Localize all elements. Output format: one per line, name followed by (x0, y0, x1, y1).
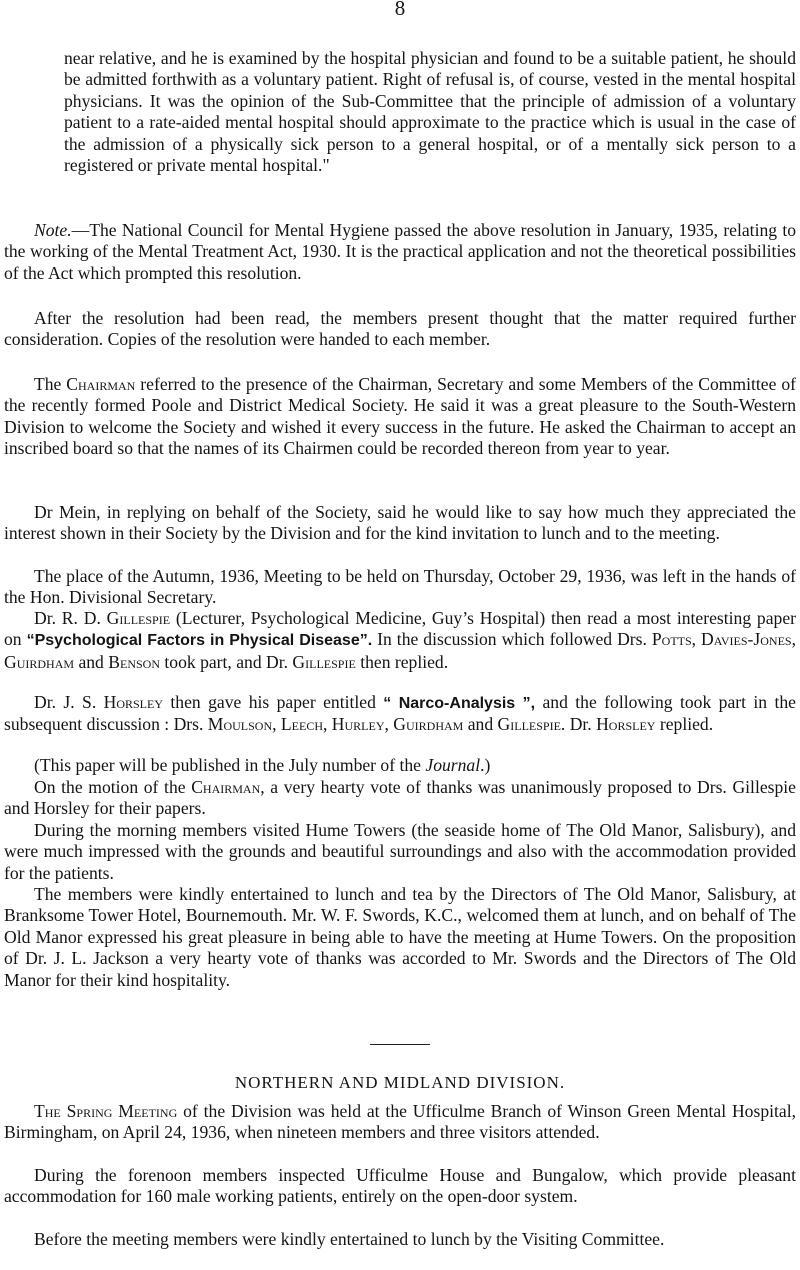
paragraph-morning-visit: During the morning members visited Hume Towers (the seaside home of The Old Manor, Salisbury), and were much impressed with the grounds and beautiful surroundings and also with the accommodation provided for the patients. (4, 820, 796, 883)
quoted-resolution: near relative, and he is examined by the hospital physician and found to be a suitable patient, he should be admitted forthwith as a voluntary patient. Right of refusal is, of course, vested in the mental hospital physicians. It was the opinion of the Sub-Committee that the principle of admission of a voluntary patient to a rate-aided mental hospital should approximate to the practice which is usual in the case of the admission of a physically sick person to a general hospital, or of a mentally sick person to a registered or private mental hospital." (64, 48, 796, 176)
page-number: 8 (394, 0, 406, 20)
text-run: Dr. R. D. (34, 608, 107, 628)
journal-title: Journal (425, 755, 481, 775)
text-run: took part, and Dr. (160, 651, 293, 672)
text-run: Dr. J. S. (34, 692, 104, 712)
text-run: .) (480, 755, 491, 775)
speaker-name: Gillespie (106, 608, 171, 628)
paragraph-gillespie (4, 608, 796, 673)
text-run: The (34, 374, 67, 394)
paragraph-horsley (4, 692, 796, 736)
discussant-name: Gillespie (497, 714, 561, 735)
note-text: —The National Council for Mental Hygiene passed the above resolution in January, 1935, relating to the working of the Mental Treatment Act, 1930. It is the practical application and not the theoretical possibilities of the Act which prompted this resolution. (4, 220, 796, 283)
note-paragraph (4, 220, 796, 284)
discussant-name: Benson (108, 651, 160, 672)
text-run: of the Division was held at the Ufficulme Branch of Winson Green Mental Hospital, Birmingham, on April 24, 1936, when nineteen members and three visitors attended. (4, 1101, 796, 1143)
text-run: replied. (655, 714, 714, 735)
note-label: Note. (34, 220, 72, 240)
section-heading: NORTHERN AND MIDLAND DIVISION. (234, 1073, 566, 1092)
text-run: and the following took part in the subsequent discussion : Drs. (4, 692, 796, 735)
text-run: On the motion of the (34, 777, 192, 797)
text-run: then gave his paper entitled (163, 692, 384, 712)
speaker-name: Horsley (103, 692, 164, 712)
paragraph-spring-meeting (4, 1101, 796, 1144)
chairman-name: Chairman (66, 374, 136, 394)
paragraph-motion (4, 777, 796, 820)
text-run: and (74, 651, 109, 672)
paragraph-after-resolution: After the resolution had been read, the members present thought that the matter required further consideration. Copies of the resolution were handed to each member. (4, 308, 796, 350)
text-run: referred to the presence of the Chairman, Secretary and some Members of the Committee of the recently formed Poole and District Medical Society. He said it was a great pleasure to the South-Western Division to welcome the Society and wished it every success in the future. He asked the Chairman to accept an inscribed board so that the names of its Chairmen could be recorded thereon from year to year. (4, 374, 796, 459)
text-run: . Dr. (560, 714, 597, 735)
section-divider (370, 1044, 430, 1045)
text-run: (Lecturer, Psychological Medicine, Guy’s Hospital) then read a most interesting paper on (4, 608, 796, 650)
text-run: , a very hearty vote of thanks was unanimously proposed to Drs. Gillespie and Horsley for their papers. (4, 777, 796, 819)
paper-title: “Psychological Factors in Physical Disease”. (26, 632, 373, 650)
paragraph-autumn-meeting: The place of the Autumn, 1936, Meeting to be held on Thursday, October 29, 1936, was left in the hands of the Hon. Divisional Secretary. (4, 566, 796, 608)
paragraph-lunch: The members were kindly entertained to lunch and tea by the Directors of The Old Manor, Salisbury, at Branksome Tower Hotel, Bournemouth. Mr. W. F. Swords, K.C., welcomed them at lunch, and on behalf of The Old Manor expressed his great pleasure in being able to have the meeting at Hume Towers. On the proposition of Dr. J. L. Jackson a very hearty vote of thanks was accorded to Mr. Swords and the Directors of The Old Manor for their kind hospitality. (4, 884, 796, 990)
replier-name: Horsley (596, 714, 656, 735)
paragraph-chairman (4, 374, 796, 460)
paper-title: “ Narco-Analysis ”, (383, 695, 536, 712)
paragraph-mein: Dr Mein, in replying on behalf of the Society, said he would like to say how much they appreciated the interest shown in their Society by the Division and for the kind invitation to lunch and to the meeting. (4, 502, 796, 544)
paragraph-forenoon: During the forenoon members inspected Ufficulme House and Bungalow, which provide pleasant accommodation for 160 male working patients, entirely on the open-door system. (4, 1165, 796, 1207)
replier-name: Gillespie (292, 651, 356, 672)
discussant-names: Potts, Davies-Jones, Guirdham (4, 629, 796, 672)
meeting-label: The Spring Meeting (34, 1101, 178, 1121)
discussant-names: Moulson, Leech, Hurley, Guirdham (207, 714, 464, 735)
chairman-name: Chairman (191, 777, 261, 797)
paragraph-before-meeting: Before the meeting members were kindly entertained to lunch by the Visiting Committee. (34, 1229, 665, 1249)
text-run: In the discussion which followed Drs. (372, 629, 652, 650)
text-run: and (463, 714, 498, 735)
text-run: then replied. (355, 651, 449, 672)
paragraph-publication-note (4, 755, 796, 776)
text-run: (This paper will be published in the July number of the (34, 755, 426, 775)
